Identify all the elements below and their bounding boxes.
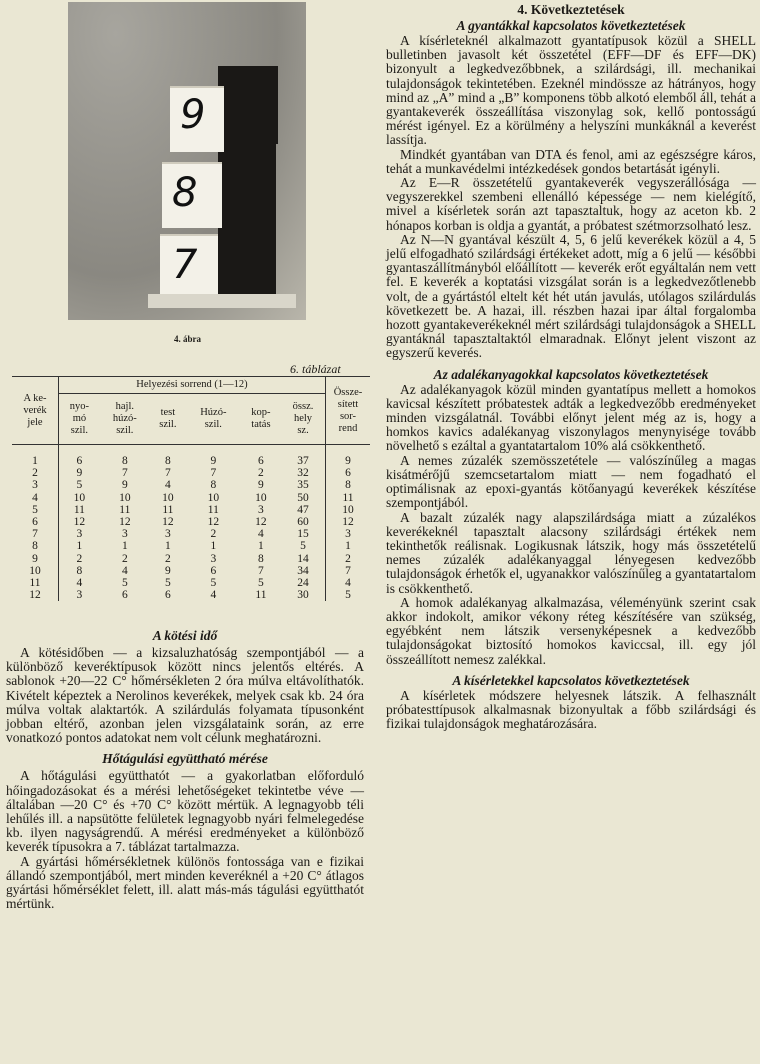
table-cell: 4 [258,528,264,541]
left-text [6,628,364,911]
col-header-mix: A ke- verék jele [12,377,59,445]
table-cell: 11 [207,503,219,516]
table-cell: 11 [73,503,85,516]
table-cell: 35 [281,479,325,491]
paragraph: A kötésidőben — a kizsaluzhatóság szempontjából — a különböző keveréktípusok között nincs jelentős eltérés. A sablonok +20—22 C° hőmérsékleten 2 óra múlva eltávolíthatók. Kivételt képeztek a Nerolinos keverékek, melyek csak kb. 24 óra múlva voltak alaktartók. A szilárdulás folyamata típusonként jobban eltérő, azonban jelen vizsgálataink során, az erre vonatkozó pontos adatokat nem volt célunk meghatározni. [6,645,364,746]
table-cell: 6 [345,467,351,480]
table-cell: 2 [76,552,83,565]
dark-block [218,228,276,298]
paragraph: A nemes zúzalék szemösszetétele — valószínűleg a magas kisátmérőjű szemcsetartalom miatt — nem fogadható el optimálisnak az epoxi-gyantás kötőanyagú keverékek készítése szempontjából. [386,452,756,511]
table-cell: 12 [73,516,86,529]
table-cell: 5 [281,540,325,552]
table-cell: 7 [121,467,128,480]
table-cell: 60 [281,516,325,528]
table-cell: 4 [76,577,83,590]
table-cell: 8 [76,564,83,577]
sample-digit: 7 [172,242,198,288]
table-cell: 1 [164,540,171,553]
table-cell: 3 [76,589,83,602]
col-header-criterion: nyo- mó szil. [59,394,100,445]
table-row [12,479,370,491]
sample-digit: 9 [180,92,206,138]
table-cell: 11 [342,491,354,504]
table-cell: 6 [12,516,59,528]
figure-caption: 4. ábra [174,334,201,344]
table-cell: 9 [345,455,351,467]
table-cell: 2 [12,467,59,479]
table-cell: 30 [281,589,325,601]
table-cell: 10 [12,565,59,577]
chapter-title: 4. Következtetések [517,2,625,17]
section-title: Az adalékanyagokkal kapcsolatos következtetések [433,366,709,382]
section-title: A kötési idő [152,628,218,643]
table-cell: 32 [281,467,325,479]
table-cell: 9 [210,455,217,467]
table-cell: 6 [210,564,217,577]
table-cell: 7 [164,467,171,480]
table-cell: 6 [121,589,128,602]
paragraph: Az N—N gyantával készült 4, 5, 6 jelű keverékek közül a 4, 5 jelű elfogadható szilárdsági értékeket adott, míg a 6 jelű — későbbi gyantaszállítmányból előállított — keverék erőt egyáltalán nem vett fel. E keverék a koptatási vizsgálat során is a legkedvezőtlenebb volt, de a gyártástól eltelt két hét után javulás, utólagos szilárdulás következett be. A hazai, ill. részben hazai ipar által forgalomba hozott gyantakeverékeknél mért szilárdsági tulajdonságok a SHELL gyantáknál tapasztaltaktól elmaradnak. Előnyt jelent viszont az egyszerű keverés. [386,231,756,361]
col-header-criterion: kop- tatás [241,394,281,445]
table-cell: 3 [345,528,351,541]
dark-block [218,66,278,144]
table-cell: 6 [76,455,83,467]
paragraph: Az adalékanyagok közül minden gyantatípus mellett a homokos kavicsal készített próbatestek adták a legkedvezőbb eredményeket minden vizsgálatnál. További előnyt jelent még az is, hogy a homkos kavics adalékanyag viszonylagos menynyisége tovább növelhető s ezáltal a gyantatartalom 10% alá csökkenthető. [386,381,756,454]
group-header: Helyezési sorrend (1—12) [59,377,326,394]
table-cell: 12 [119,516,131,529]
table-cell: 5 [164,577,171,590]
table-cell: 5 [210,577,217,590]
photo-base [148,294,296,308]
table-cell: 8 [345,479,351,492]
table-row [12,445,370,468]
table-cell: 3 [258,503,264,516]
table-cell: 11 [162,503,174,516]
table-cell: 5 [76,479,83,492]
table-row [12,516,370,528]
table-cell: 34 [281,565,325,577]
paragraph: A kísérletek módszere helyesnek látszik. A felhasznált próbatesttípusok alkalmasnak bizonyultak a főbb szilárdsági és fizikai tulajdonságok meghatározására. [386,687,756,732]
table-row [12,504,370,516]
table-cell: 1 [121,540,128,553]
table-cell: 3 [121,528,128,541]
table-cell: 12 [255,516,267,529]
right-column [386,2,756,731]
table-cell: 2 [210,528,217,541]
table-cell: 10 [342,503,354,516]
paragraph: A homok adalékanyag alkalmazása, véleményünk szerint csak akkor indokolt, amikor vékony réteg készítésére van szükség, egyébként nem látszik versenyképesnek a kedvezőbb tulajdonságokat biztosító homokos kaviccsal, ill. egy jól összeállított nemesz zalékkal. [386,594,756,667]
table-cell: 2 [345,552,351,565]
section-title: Hőtágulási együttható mérése [102,751,268,767]
table-cell: 12 [162,516,174,529]
table-cell: 5 [345,589,351,602]
table-cell: 3 [76,528,83,541]
table-cell: 2 [258,467,264,480]
table-cell: 7 [210,467,217,480]
table-cell: 10 [119,491,131,504]
col-header-criterion: hajl. húzó- szil. [100,394,150,445]
results-table [12,376,370,601]
table-cell: 1 [210,540,217,553]
section-title: A gyantákkal kapcsolatos következtetések [456,18,686,33]
table-cell: 9 [121,479,128,492]
table-cell: 8 [12,540,59,552]
table-cell: 8 [210,479,217,492]
table-cell: 1 [258,540,264,553]
table-cell: 9 [258,479,264,492]
table-row [12,540,370,552]
table-row [12,577,370,589]
table-row [12,528,370,540]
table-caption: 6. táblázat [290,362,341,376]
table-cell: 9 [164,564,171,577]
table-cell: 15 [281,528,325,540]
table-cell: 9 [76,467,83,480]
table-row [12,467,370,479]
table-cell: 8 [258,552,264,565]
table-cell: 37 [281,445,325,468]
table-cell: 11 [12,577,59,589]
table-cell: 1 [345,540,351,553]
table-cell: 7 [12,528,59,540]
table-row [12,492,370,504]
paragraph: A gyártási hőmérsékletnek különös fontossága van e fizikai állandó szempontjából, mert minden keveréknél a +20 C° átlagos gyártási hőmérséklet felett, ill. alatt más-más tágulási együtthatót mértünk. [6,853,364,912]
col-header-summary: Össze- sített sor- rend [326,377,371,445]
table-cell: 6 [258,455,264,467]
col-header-criterion: Húzó- szil. [186,394,241,445]
table-cell: 8 [121,455,128,467]
col-header-criterion: össz. hely sz. [281,394,325,445]
table-cell: 3 [210,552,217,565]
table-cell: 24 [281,577,325,589]
dark-block [218,144,276,228]
table-cell: 5 [258,577,264,590]
table-cell: 50 [281,492,325,504]
table-cell: 4 [12,492,59,504]
table-cell: 10 [255,491,267,504]
table-cell: 2 [164,552,171,565]
table-cell: 10 [73,491,86,504]
table-cell: 12 [207,516,220,529]
paragraph: A kísérleteknél alkalmazott gyantatípusok közül a SHELL bulletinben javasolt két összetétel (EFF—DF és EFF—DK) bizonyult a legkedvezőbbnek, a szilárdsági, ill. mechanikai tulajdonságok tekintetében. Ezeknél mindössze az hátrányos, hogy mind az „A” mind a „B” komponens több alkotó elemből áll, tehát a gyantakeverék összeállítása viszonylag sok, kellő pontosságú mérést igényel. Ez a körülmény a helyszíni munkáknál a keverést lassítja. [386,33,756,148]
table-row [12,565,370,577]
table-cell: 10 [207,491,220,504]
table-cell: 12 [12,589,59,601]
table-cell: 14 [281,553,325,565]
sample-digit: 8 [172,170,198,216]
col-header-criterion: test szil. [150,394,186,445]
paragraph: Mindkét gyantában van DTA és fenol, ami az egészségre káros, tehát a munkavédelmi intézkedések gondos betartását igényli. [386,146,756,176]
table-cell: 9 [12,553,59,565]
table-row [12,553,370,565]
table-cell: 2 [121,552,128,565]
table-cell: 3 [12,479,59,491]
table-cell: 12 [342,516,354,529]
paragraph: Az E—R összetételű gyantakeverék vegyszerállósága — vegyszerekkel szembeni ellenálló képessége — nem kielégítő, mivel a kísérletek során azt tapasztaltuk, hogy az aceton kb. 2 hónapos korban is oldja a gyantát, a próbatest szétmorzsolható lesz. [386,175,756,233]
table-cell: 8 [164,455,171,467]
table-cell: 11 [119,503,131,516]
table-cell: 4 [164,479,171,492]
table-cell: 47 [281,504,325,516]
table-cell: 3 [164,528,171,541]
table-cell: 5 [121,577,128,590]
figure-photo [68,2,306,320]
table-cell: 7 [345,564,351,577]
table-cell: 4 [345,577,351,590]
table-cell: 10 [162,491,174,504]
table-cell: 1 [76,540,83,553]
table-cell: 1 [12,445,59,468]
table-cell: 4 [121,564,128,577]
paragraph: A hőtágulási együtthatót — a gyakorlatban előforduló hőingadozásokat és a mérési lehetőségeket tekintetbe véve — általában —20 C° és +70 C° között mértük. A legnagyobb téli lehűlés ill. a napsütötte felületek legnagyobb nyári felmelegedése kb. ilyen nagyságrendű. A mérési eredményeket a különböző keverék típusokra a 7. táblázat tartalmazza. [6,768,364,855]
table-cell: 4 [210,589,217,602]
table-cell: 11 [255,589,267,602]
table-cell: 6 [164,589,171,602]
table-row [12,589,370,601]
table-cell: 7 [258,564,264,577]
table-cell: 5 [12,504,59,516]
paragraph: A bazalt zúzalék nagy alapszilárdsága miatt a zúzalékos keverékeknél tapasztalt alacsony szilárdsági értékek nem tekinthetők reálisnak. Logikusnak látszik, hogy más összetételű nemes zúzalék adalékanyaggal lényegesen kedvezőbb tulajdonságok érhetők el, ugyanakkor valószínűleg a gyantatartalom is csökkenthető. [386,509,756,596]
section-title: A kísérletekkel kapcsolatos következtetések [452,672,690,688]
